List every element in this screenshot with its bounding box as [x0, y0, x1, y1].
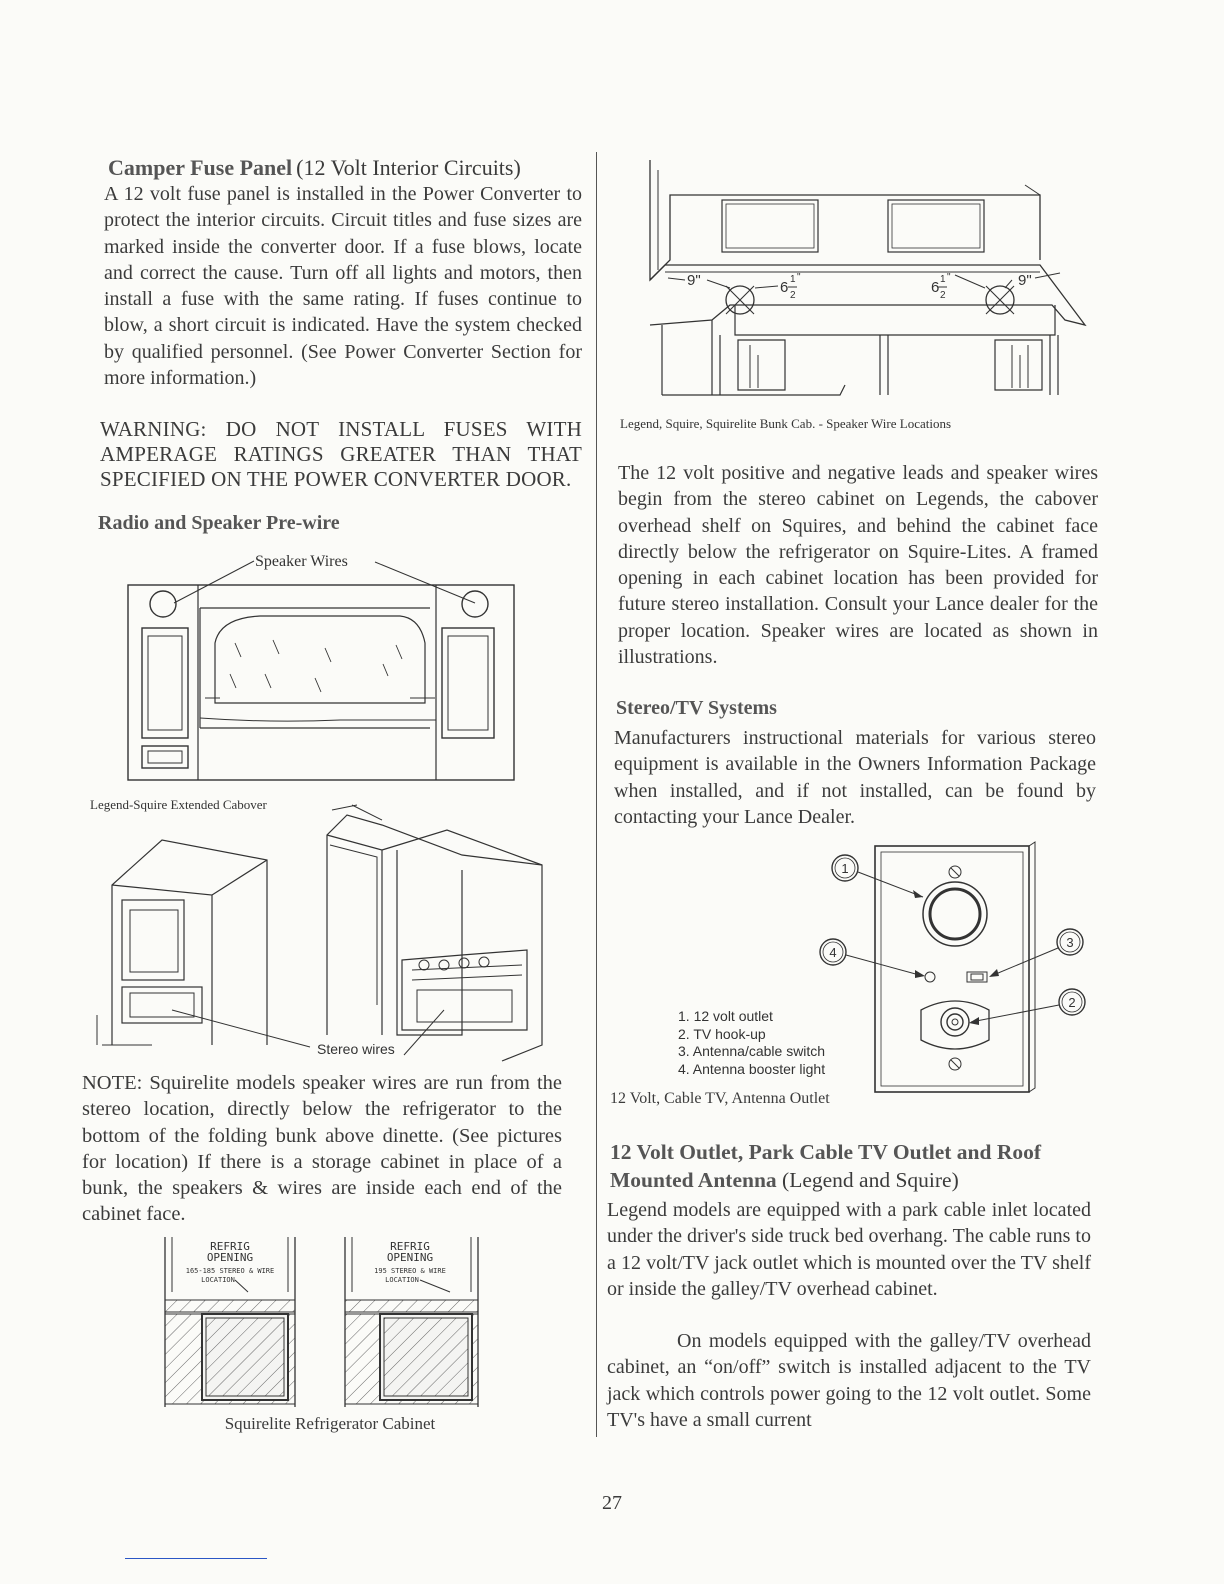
svg-text:REFRIG: REFRIG: [390, 1240, 430, 1253]
svg-text:1: 1: [940, 274, 946, 285]
svg-text:165-185 STEREO & WIRE: 165-185 STEREO & WIRE: [185, 1267, 275, 1275]
svg-text:6: 6: [931, 279, 940, 296]
fuse-heading-sub: (12 Volt Interior Circuits): [296, 155, 521, 180]
page-number: 27: [602, 1492, 622, 1514]
svg-text:LOCATION: LOCATION: [201, 1276, 235, 1284]
refrig-left: [165, 1237, 295, 1407]
fuse-heading-line: [108, 155, 582, 181]
svg-text:LOCATION: LOCATION: [385, 1276, 419, 1284]
svg-text:6: 6: [780, 279, 789, 296]
bunk-caption: Legend, Squire, Squirelite Bunk Cab. - Speaker Wire Locations: [620, 416, 952, 431]
stereo-cabinet-diagram: [82, 805, 562, 1067]
outlet-heading-sub: (Legend and Squire): [782, 1168, 959, 1192]
tv-hookup-icon: [941, 1008, 969, 1036]
svg-text:1: 1: [841, 861, 849, 876]
outlet-heading: 12 Volt Outlet, Park Cable TV Outlet and Roof Mounted Antenna: [610, 1140, 1042, 1192]
svg-text:2: 2: [940, 290, 946, 301]
svg-text:REFRIG: REFRIG: [210, 1240, 250, 1253]
svg-text:2: 2: [790, 290, 796, 301]
speaker-right-icon: [462, 591, 488, 617]
refrig-caption: Squirelite Refrigerator Cabinet: [224, 1414, 436, 1433]
warning-text: WARNING: DO NOT INSTALL FUSES WITH AMPERAGE RATINGS GREATER THAN THAT SPECIFIED ON THE POWER CONVERTER DOOR.: [100, 417, 582, 492]
booster-light-icon: [925, 972, 935, 982]
fuse-heading: Camper Fuse Panel: [108, 155, 293, 180]
outlet-12v-icon: [923, 882, 987, 946]
speaker-left-icon: [150, 591, 176, 617]
leads-paragraph: The 12 volt positive and negative leads and speaker wires begin from the stereo cabinet on Legends, the cabover overhead shelf on Squires, and behind the cabinet face directly below the refrigerator on Squire-Lites. A framed opening in each cabinet location has been provided for future stereo installation. Consult your Lance dealer for the proper location. Speaker wires are located as shown in illustrations.: [618, 462, 1098, 669]
list-item: 2. TV hook-up: [678, 1025, 766, 1042]
callout-3: [989, 929, 1083, 977]
outlet-legend-list: [678, 1008, 825, 1078]
svg-text:4: 4: [829, 945, 837, 960]
column-divider: [596, 152, 597, 1437]
list-item: 4. Antenna booster light: [678, 1060, 826, 1077]
note-paragraph: NOTE: Squirelite models speaker wires are run from the stereo location, directly below the refrigerator to the bottom of the folding bunk above dinette. (See pictures for location) If there is a storage cabinet in place of a bunk, the speakers & wires are inside each end of the cabinet face.: [82, 1072, 562, 1226]
left-column: [96, 150, 582, 535]
callout-1: [832, 855, 923, 898]
speaker-wires-label: Speaker Wires: [255, 553, 348, 570]
callout-4: [820, 939, 925, 978]
onoff-paragraph: On models equipped with the galley/TV overhead cabinet, an “on/off” switch is installed adjacent to the TV jack which controls power going to the 12 volt outlet. Some TV's have a small current: [607, 1330, 1091, 1431]
radio-heading: Radio and Speaker Pre-wire: [98, 512, 340, 535]
stereo-paragraph: Manufacturers instructional materials for various stereo equipment is available in the Owners Information Package when installed, and if not installed, can be found by contacting your Lance Dealer.: [614, 727, 1096, 828]
fuse-paragraph: A 12 volt fuse panel is installed in the Power Converter to protect the interior circuits. Circuit titles and fuse sizes are marked inside the converter door. If a fuse blows, locate and correct the cause. Turn off all lights and motors, then install a fuse with the same rating. If fuses continue to blow, a short circuit is indicated. Have the system checked by qualified personnel. (See Power Converter Section for more information.): [104, 183, 582, 390]
svg-text:1: 1: [790, 274, 796, 285]
svg-text:195 STEREO & WIRE: 195 STEREO & WIRE: [374, 1267, 446, 1275]
outlet-diagram: [815, 842, 1105, 1104]
list-item: 1. 12 volt outlet: [678, 1008, 773, 1024]
list-item: 3. Antenna/cable switch: [678, 1043, 826, 1059]
svg-text:": ": [797, 272, 801, 283]
outlet-heading-block: [610, 1138, 1100, 1194]
svg-text:9": 9": [687, 272, 701, 289]
svg-text:2: 2: [1068, 995, 1076, 1010]
cabover-caption: Legend-Squire Extended Cabover: [90, 797, 267, 812]
refrig-cabinet-diagram: [160, 1232, 500, 1407]
footer-rule: [125, 1558, 267, 1559]
refrig-right: [345, 1237, 478, 1407]
stereo-wires-label: Stereo wires: [317, 1041, 395, 1057]
svg-text:OPENING: OPENING: [206, 1251, 254, 1264]
svg-text:9": 9": [1018, 272, 1032, 289]
callout-2: [969, 989, 1085, 1025]
cabover-diagram: [120, 548, 520, 783]
svg-text:3: 3: [1066, 935, 1074, 950]
outlet-paragraph: Legend models are equipped with a park cable inlet located under the driver's side truck bed overhang. The cable runs to a 12 volt/TV jack outlet which is mounted over the TV shelf or inside the galley/TV overhead cabinet.: [607, 1199, 1091, 1300]
stereo-heading: Stereo/TV Systems: [616, 697, 777, 719]
svg-text:OPENING: OPENING: [386, 1251, 434, 1264]
svg-text:": ": [947, 272, 951, 283]
outlet-caption: 12 Volt, Cable TV, Antenna Outlet: [610, 1090, 830, 1107]
bunk-diagram: [640, 160, 1100, 400]
